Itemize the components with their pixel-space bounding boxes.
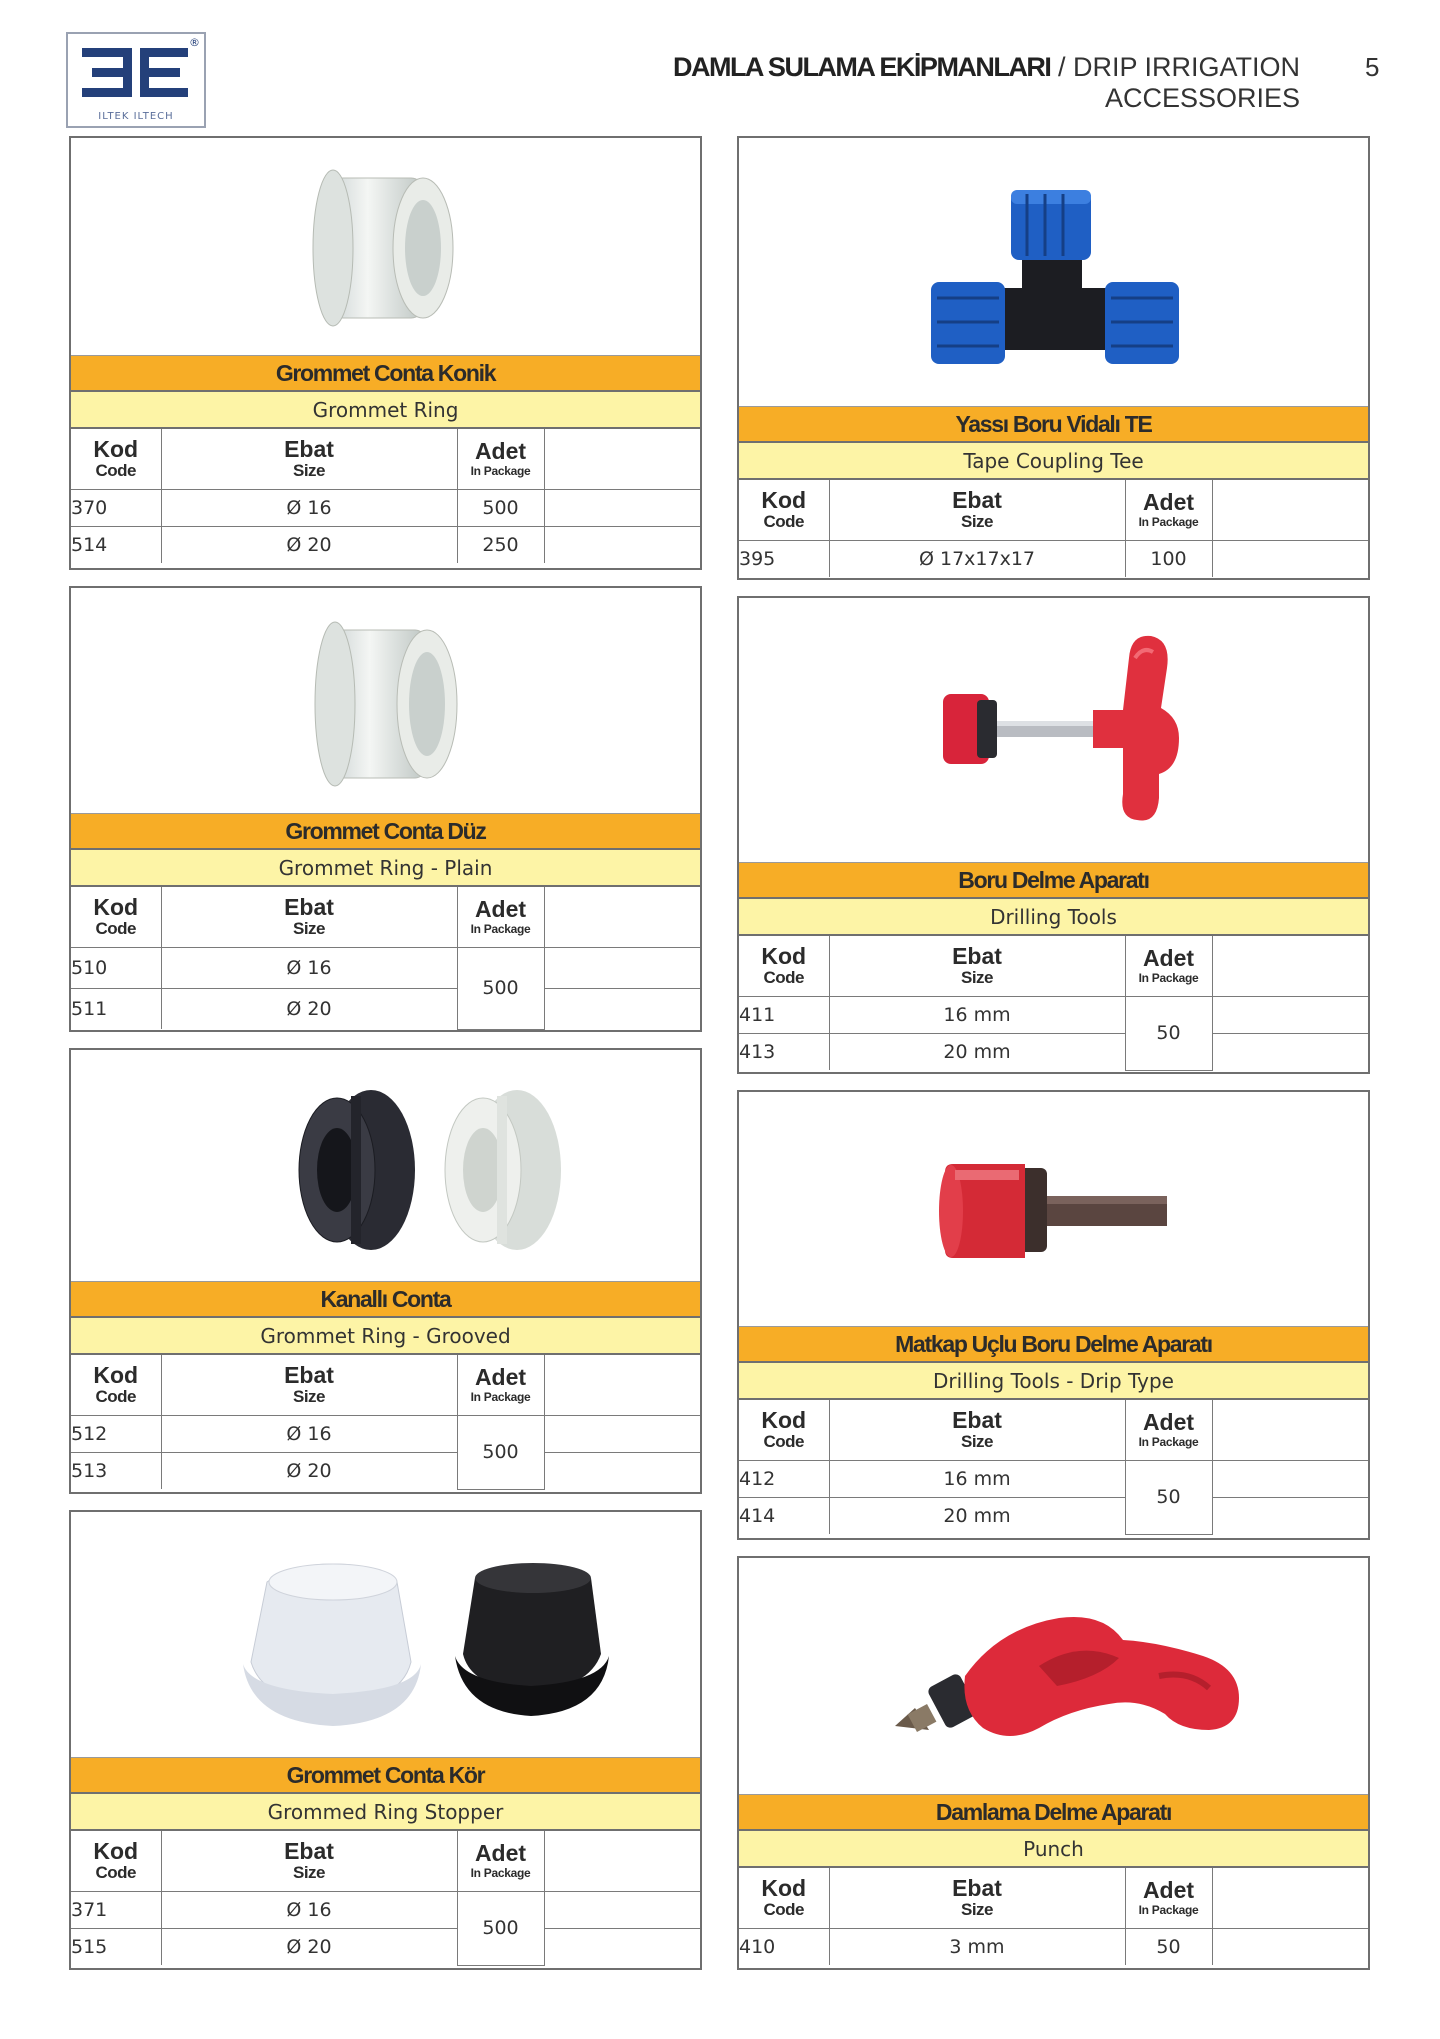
table-row bbox=[71, 1453, 700, 1490]
qty-header-en: In Package bbox=[1138, 1435, 1199, 1449]
package-qty: 500 bbox=[457, 1892, 544, 1966]
qty-header: Adet bbox=[1142, 1877, 1195, 1903]
product-size: Ø 16 bbox=[161, 490, 457, 527]
package-qty: 500 bbox=[457, 490, 544, 527]
header-separator: / bbox=[1057, 52, 1066, 82]
code-header: Kod bbox=[761, 1875, 807, 1901]
product-size: Ø 20 bbox=[161, 1929, 457, 1966]
qty-header: Adet bbox=[1142, 945, 1195, 971]
product-code: 411 bbox=[739, 997, 829, 1034]
table-row bbox=[71, 989, 700, 1030]
code-header: Kod bbox=[93, 436, 139, 462]
size-header: Ebat bbox=[284, 436, 334, 462]
product-card-drip-drilling-tool bbox=[737, 1090, 1370, 1540]
spec-table bbox=[71, 1831, 700, 1966]
product-image bbox=[739, 1558, 1368, 1795]
product-title: Kanallı Conta bbox=[71, 1282, 700, 1318]
qty-header-en: In Package bbox=[1138, 515, 1199, 529]
spec-header-row bbox=[71, 1355, 700, 1416]
code-header: Kod bbox=[761, 1407, 807, 1433]
qty-header-en: In Package bbox=[1138, 1903, 1199, 1917]
product-code: 370 bbox=[71, 490, 161, 527]
drip-drill-bit-icon bbox=[739, 1092, 1368, 1327]
product-image bbox=[71, 588, 700, 814]
product-title: Grommet Conta Konik bbox=[71, 356, 700, 392]
size-header-en: Size bbox=[960, 1900, 994, 1919]
code-header-en: Code bbox=[95, 1863, 136, 1882]
product-size: Ø 20 bbox=[161, 527, 457, 564]
product-code: 512 bbox=[71, 1416, 161, 1453]
package-qty: 50 bbox=[1125, 1929, 1212, 1966]
grooved-ring-icon bbox=[71, 1050, 700, 1282]
product-card-drilling-tools bbox=[737, 596, 1370, 1074]
product-subtitle: Tape Coupling Tee bbox=[739, 443, 1368, 480]
product-code: 514 bbox=[71, 527, 161, 564]
t-handle-drill-icon bbox=[739, 598, 1368, 863]
product-size: 20 mm bbox=[829, 1034, 1125, 1071]
product-title: Boru Delme Aparatı bbox=[739, 863, 1368, 899]
table-row bbox=[739, 1498, 1368, 1535]
size-header: Ebat bbox=[952, 1407, 1002, 1433]
product-code: 511 bbox=[71, 989, 161, 1030]
spec-table bbox=[71, 1355, 700, 1490]
spec-table bbox=[739, 480, 1368, 577]
product-size: 3 mm bbox=[829, 1929, 1125, 1966]
qty-header: Adet bbox=[474, 1840, 527, 1866]
product-image bbox=[71, 138, 700, 356]
spec-header-row bbox=[739, 1400, 1368, 1461]
code-header-en: Code bbox=[95, 1387, 136, 1406]
size-header-en: Size bbox=[960, 1432, 994, 1451]
spec-header-row bbox=[71, 887, 700, 948]
product-code: 513 bbox=[71, 1453, 161, 1490]
code-header: Kod bbox=[761, 487, 807, 513]
spec-table bbox=[739, 1400, 1368, 1535]
product-size: Ø 16 bbox=[161, 1416, 457, 1453]
product-title: Damlama Delme Aparatı bbox=[739, 1795, 1368, 1831]
product-card-tape-coupling-tee bbox=[737, 136, 1370, 580]
code-header-en: Code bbox=[95, 919, 136, 938]
product-title: Grommet Conta Düz bbox=[71, 814, 700, 850]
size-header: Ebat bbox=[952, 1875, 1002, 1901]
size-header: Ebat bbox=[952, 487, 1002, 513]
product-image bbox=[71, 1050, 700, 1282]
code-header-en: Code bbox=[95, 461, 136, 480]
size-header-en: Size bbox=[292, 1863, 326, 1882]
product-image bbox=[739, 138, 1368, 407]
table-row bbox=[739, 541, 1368, 578]
package-qty: 50 bbox=[1125, 1461, 1212, 1535]
code-header: Kod bbox=[93, 1838, 139, 1864]
table-row bbox=[739, 997, 1368, 1034]
qty-header: Adet bbox=[1142, 489, 1195, 515]
tee-coupling-icon bbox=[739, 138, 1368, 407]
spec-table bbox=[739, 1868, 1368, 1965]
product-size: Ø 16 bbox=[161, 948, 457, 989]
spec-table bbox=[739, 936, 1368, 1071]
product-code: 395 bbox=[739, 541, 829, 578]
header-title-en: DRIP IRRIGATION ACCESSORIES bbox=[1072, 52, 1300, 113]
table-row bbox=[71, 1892, 700, 1929]
product-image bbox=[71, 1512, 700, 1758]
qty-header-en: In Package bbox=[470, 1390, 531, 1404]
code-header-en: Code bbox=[763, 512, 804, 531]
product-size: Ø 16 bbox=[161, 1892, 457, 1929]
product-title: Matkap Uçlu Boru Delme Aparatı bbox=[739, 1327, 1368, 1363]
size-header-en: Size bbox=[960, 512, 994, 531]
product-image bbox=[739, 1092, 1368, 1327]
qty-header-en: In Package bbox=[1138, 971, 1199, 985]
company-logo bbox=[66, 32, 206, 128]
product-subtitle: Grommed Ring Stopper bbox=[71, 1794, 700, 1831]
product-card-kanalli-conta bbox=[69, 1048, 702, 1494]
code-header: Kod bbox=[761, 943, 807, 969]
header-title-tr: DAMLA SULAMA EKİPMANLARI bbox=[672, 52, 1051, 82]
qty-header: Adet bbox=[1142, 1409, 1195, 1435]
product-card-grommet-duz bbox=[69, 586, 702, 1032]
code-header: Kod bbox=[93, 894, 139, 920]
product-subtitle: Grommet Ring - Grooved bbox=[71, 1318, 700, 1355]
spec-header-row bbox=[71, 1831, 700, 1892]
page-header-title bbox=[500, 52, 1300, 114]
qty-header-en: In Package bbox=[470, 464, 531, 478]
size-header: Ebat bbox=[284, 1362, 334, 1388]
size-header-en: Size bbox=[292, 919, 326, 938]
package-qty: 500 bbox=[457, 1416, 544, 1490]
table-row bbox=[739, 1034, 1368, 1071]
product-size: 16 mm bbox=[829, 997, 1125, 1034]
product-size: Ø 17x17x17 bbox=[829, 541, 1125, 578]
product-subtitle: Drilling Tools - Drip Type bbox=[739, 1363, 1368, 1400]
size-header-en: Size bbox=[292, 461, 326, 480]
package-qty: 250 bbox=[457, 527, 544, 564]
qty-header: Adet bbox=[474, 896, 527, 922]
product-card-punch bbox=[737, 1556, 1370, 1970]
product-size: Ø 20 bbox=[161, 1453, 457, 1490]
product-code: 510 bbox=[71, 948, 161, 989]
spec-table bbox=[71, 429, 700, 563]
grommet-ring-icon bbox=[71, 138, 700, 356]
table-row bbox=[739, 1461, 1368, 1498]
product-subtitle: Grommet Ring bbox=[71, 392, 700, 429]
package-qty: 100 bbox=[1125, 541, 1212, 578]
registered-mark-icon: ® bbox=[189, 36, 200, 49]
table-row bbox=[71, 948, 700, 989]
spec-header-row bbox=[71, 429, 700, 490]
product-code: 412 bbox=[739, 1461, 829, 1498]
size-header-en: Size bbox=[292, 1387, 326, 1406]
table-row bbox=[71, 527, 700, 564]
code-header-en: Code bbox=[763, 1432, 804, 1451]
code-header-en: Code bbox=[763, 1900, 804, 1919]
page-number: 5 bbox=[1365, 52, 1380, 82]
size-header: Ebat bbox=[284, 1838, 334, 1864]
product-subtitle: Drilling Tools bbox=[739, 899, 1368, 936]
product-image bbox=[739, 598, 1368, 863]
product-title: Yassı Boru Vidalı TE bbox=[739, 407, 1368, 443]
size-header: Ebat bbox=[284, 894, 334, 920]
product-size: Ø 20 bbox=[161, 989, 457, 1030]
product-size: 16 mm bbox=[829, 1461, 1125, 1498]
package-qty: 500 bbox=[457, 948, 544, 1030]
table-row bbox=[739, 1929, 1368, 1966]
product-subtitle: Punch bbox=[739, 1831, 1368, 1868]
product-title: Grommet Conta Kör bbox=[71, 1758, 700, 1794]
product-code: 371 bbox=[71, 1892, 161, 1929]
code-header-en: Code bbox=[763, 968, 804, 987]
product-card-grommet-konik bbox=[69, 136, 702, 570]
code-header: Kod bbox=[93, 1362, 139, 1388]
product-code: 414 bbox=[739, 1498, 829, 1535]
product-size: 20 mm bbox=[829, 1498, 1125, 1535]
table-row bbox=[71, 1416, 700, 1453]
product-subtitle: Grommet Ring - Plain bbox=[71, 850, 700, 887]
size-header: Ebat bbox=[952, 943, 1002, 969]
table-row bbox=[71, 490, 700, 527]
ring-stopper-icon bbox=[71, 1512, 700, 1758]
logo-tagline: ILTEK ILTECH bbox=[98, 111, 174, 122]
package-qty: 50 bbox=[1125, 997, 1212, 1071]
product-card-grommet-kor bbox=[69, 1510, 702, 1970]
spec-header-row bbox=[739, 936, 1368, 997]
spec-table bbox=[71, 887, 700, 1030]
spec-header-row bbox=[739, 480, 1368, 541]
qty-header: Adet bbox=[474, 1364, 527, 1390]
qty-header-en: In Package bbox=[470, 1866, 531, 1880]
product-code: 515 bbox=[71, 1929, 161, 1966]
size-header-en: Size bbox=[960, 968, 994, 987]
table-row bbox=[71, 1929, 700, 1966]
qty-header-en: In Package bbox=[470, 922, 531, 936]
product-code: 410 bbox=[739, 1929, 829, 1966]
grommet-ring-plain-icon bbox=[71, 588, 700, 814]
spec-header-row bbox=[739, 1868, 1368, 1929]
qty-header: Adet bbox=[474, 438, 527, 464]
punch-tool-icon bbox=[739, 1558, 1368, 1795]
product-code: 413 bbox=[739, 1034, 829, 1071]
